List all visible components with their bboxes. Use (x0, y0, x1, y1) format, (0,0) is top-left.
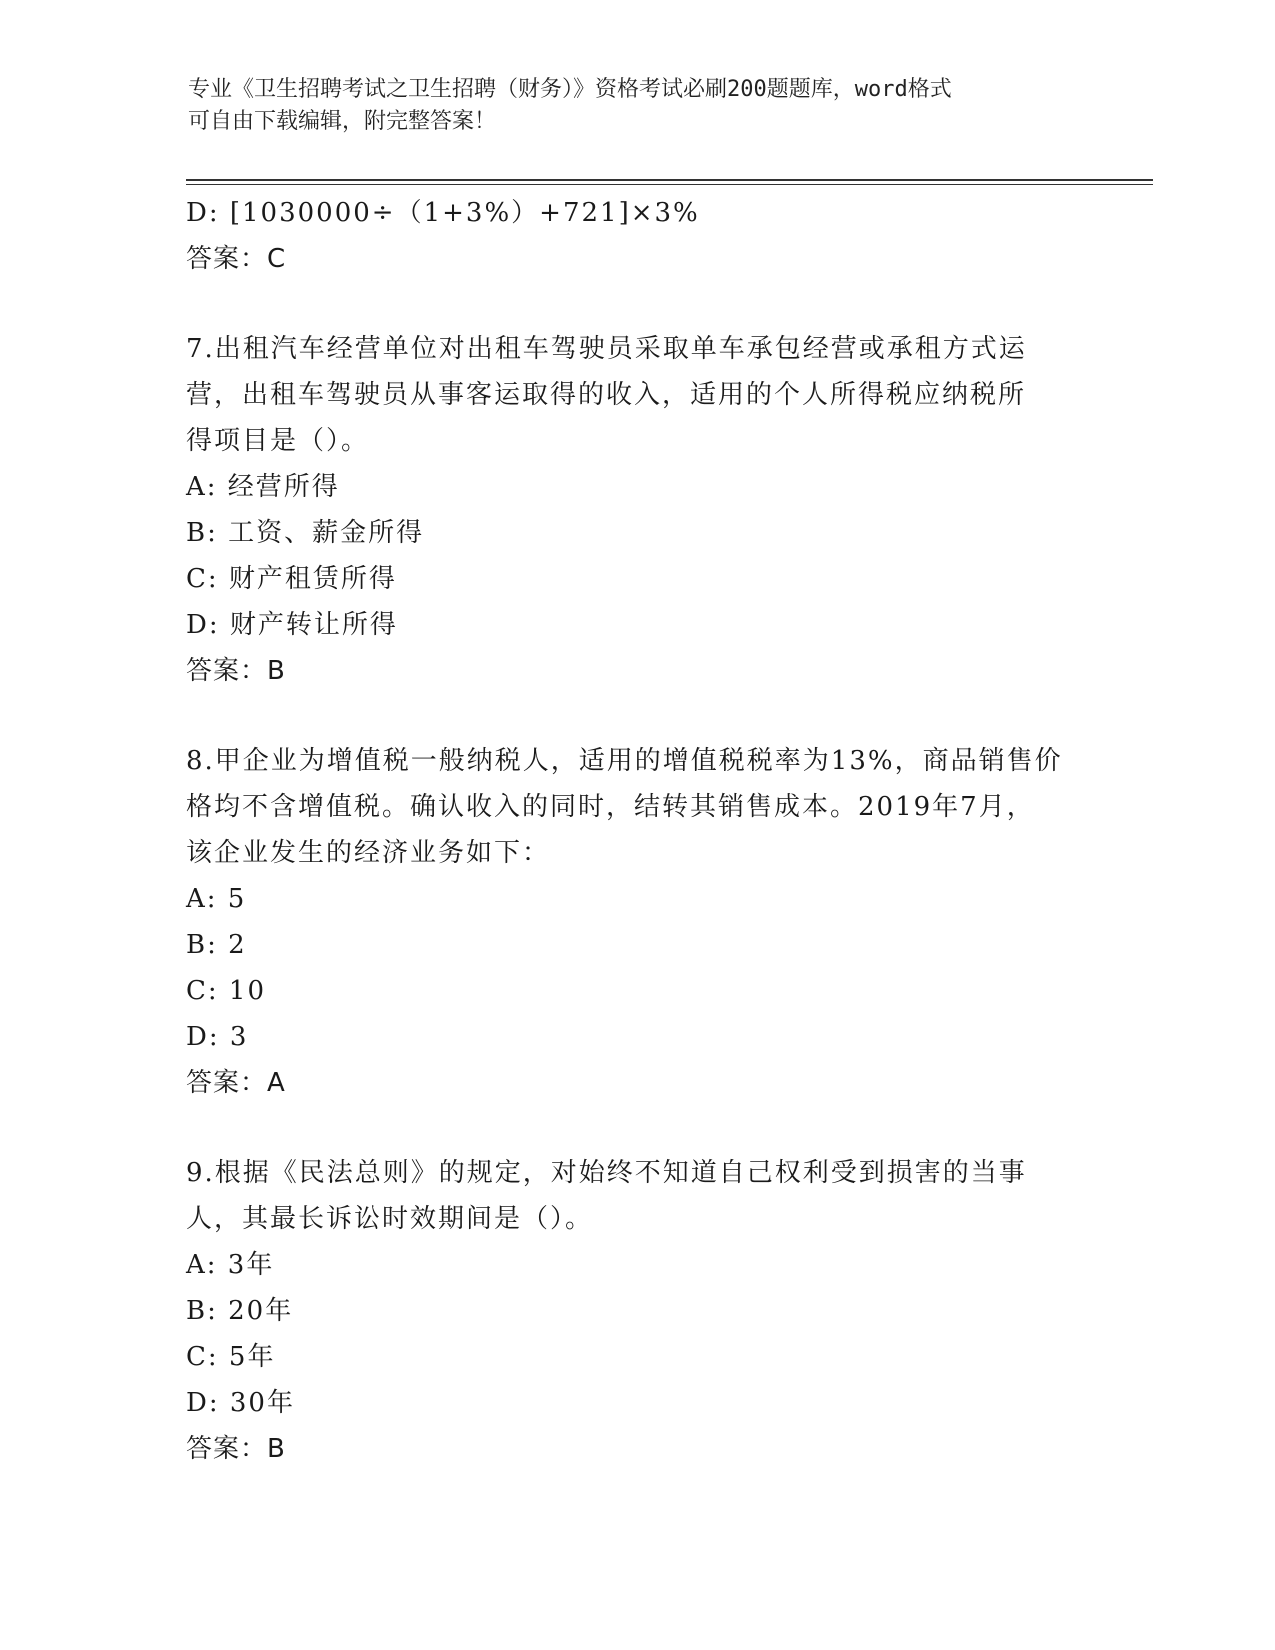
option-line: A: 经营所得 (186, 472, 340, 502)
spacer (186, 282, 1086, 326)
question-stem-line: 7.出租汽车经营单位对出租车驾驶员采取单车承包经营或承租方式运 (186, 334, 1027, 364)
header-line-2: 可自由下载编辑，附完整答案！ (188, 109, 497, 134)
question-stem-line: 人，其最长诉讼时效期间是（）。 (186, 1204, 594, 1234)
question-stem-line: 8.甲企业为增值税一般纳税人，适用的增值税税率为13%，商品销售价 (186, 746, 1063, 776)
header-line-1: 专业《卫生招聘考试之卫生招聘（财务）》资格考试必刷200题题库，word格式 (188, 77, 952, 102)
answer-line: 答案：B (186, 656, 286, 686)
question-list (186, 190, 1086, 1472)
option-line: B: 2 (186, 930, 247, 960)
spacer (186, 1106, 1086, 1150)
answer-line: 答案：B (186, 1434, 286, 1464)
question-stem-line: 9.根据《民法总则》的规定，对始终不知道自己权利受到损害的当事 (186, 1158, 1027, 1188)
option-line: A: 3年 (186, 1250, 275, 1280)
option-line: C: 10 (186, 976, 267, 1006)
option-line: B: 工资、薪金所得 (186, 518, 425, 548)
question-stem-line: 营，出租车驾驶员从事客运取得的收入，适用的个人所得税应纳税所 (186, 380, 1027, 410)
option-line: C: 财产租赁所得 (186, 564, 397, 594)
option-line: C: 5年 (186, 1342, 276, 1372)
page-header (188, 74, 1068, 138)
option-line: B: 20年 (186, 1296, 294, 1326)
answer-line: 答案：A (186, 1068, 286, 1098)
option-line: D: 3 (186, 1022, 249, 1052)
option-line: A: 5 (186, 884, 247, 914)
question-stem-line: 得项目是（）。 (186, 426, 370, 456)
question-block (186, 738, 1086, 1106)
question-block (186, 326, 1086, 694)
question-stem-line: 格均不含增值税。确认收入的同时，结转其销售成本。2019年7月， (186, 792, 1035, 822)
answer-line: 答案：C (186, 244, 287, 274)
option-line: D: 30年 (186, 1388, 295, 1418)
option-line: D: 财产转让所得 (186, 610, 398, 640)
question-stem-line: 该企业发生的经济业务如下： (186, 838, 551, 868)
header-rule-thin (186, 184, 1153, 185)
question-block (186, 1150, 1086, 1472)
spacer (186, 694, 1086, 738)
option-line: D: [1030000÷（1+3%）+721]×3% (186, 198, 700, 228)
header-rule-thick (186, 179, 1153, 181)
